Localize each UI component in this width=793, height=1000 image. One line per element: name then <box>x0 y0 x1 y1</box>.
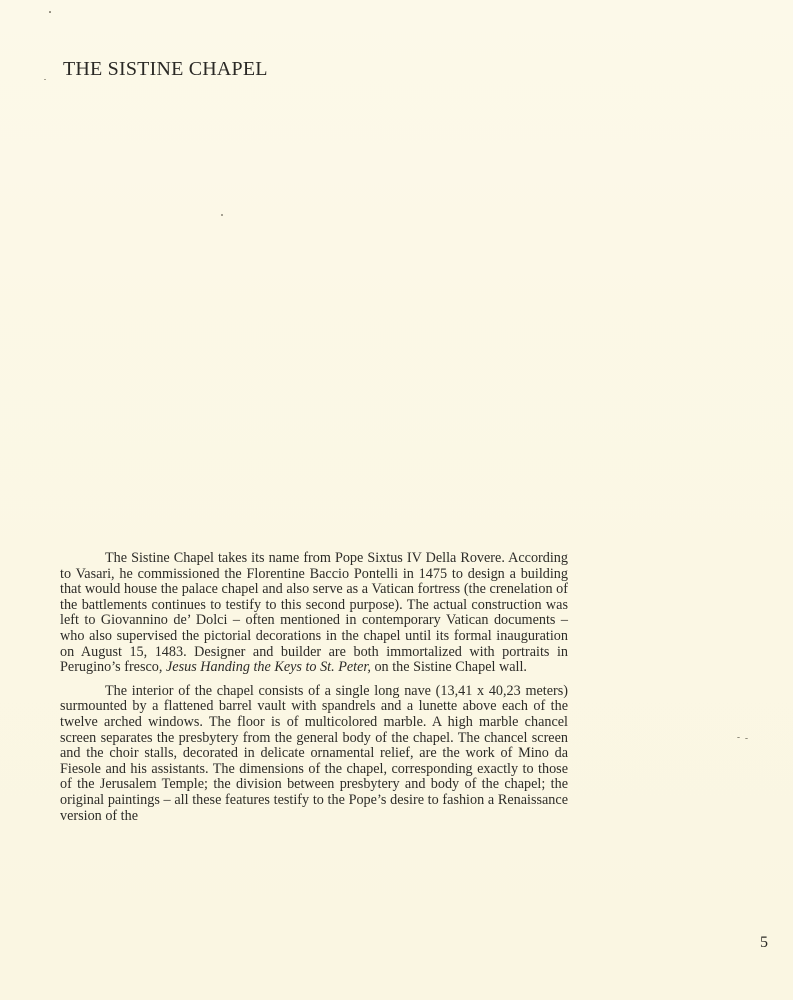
paper-speck <box>221 214 223 216</box>
paper-speck <box>49 11 51 13</box>
page-number: 5 <box>760 934 768 951</box>
paper-speck <box>745 738 748 739</box>
paragraph-2 <box>60 684 568 824</box>
paragraph-1 <box>60 551 568 676</box>
paper-speck <box>737 737 740 738</box>
paragraph-1-text-2: on the Sistine Chapel wall. <box>370 659 527 676</box>
paragraph-2-text-1: The interior of the chapel consists of a single long nave (13,41 x 40,23 meters) surmounted by a flattened barrel vault with spandrels and a lunette above each of the twelve arched windows. The floor is of multicolored marble. A high marble chancel screen separates the presbytery from the general body of the chapel. The chancel screen and the choir stalls, decorated in delicate ornamental relief, are the work of Mino da Fiesole and his assistants. The dimensions of the chapel, corresponding exactly to those of the Jerusalem Temple; the division between presbytery and body of the chapel; the original paintings – all these features testify to the Pope’s desire to fashion a Renaissance version of the <box>60 682 568 824</box>
paragraph-1-italic-title: Jesus Handing the Keys to St. Peter, <box>166 659 371 676</box>
page-title: THE SISTINE CHAPEL <box>63 58 268 80</box>
paper-speck <box>44 79 46 80</box>
paragraph-1-text-1: The Sistine Chapel takes its name from Pope Sixtus IV Della Rovere. According to Vasari, he commissioned the Florentine Baccio Pontelli in 1475 to design a building that would house the palace chapel and also serve as a Vatican fortress (the crenelation of the battlements continues to testify to this second purpose). The actual construction was left to Giovannino de’ Dolci – often mentioned in contemporary Vatican documents – who also supervised the pictorial decorations in the chapel until its formal inauguration on August 15, 1483. Designer and builder are both immortalized with portraits in Perugino’s fresco, <box>60 550 568 676</box>
body-text <box>60 551 568 832</box>
